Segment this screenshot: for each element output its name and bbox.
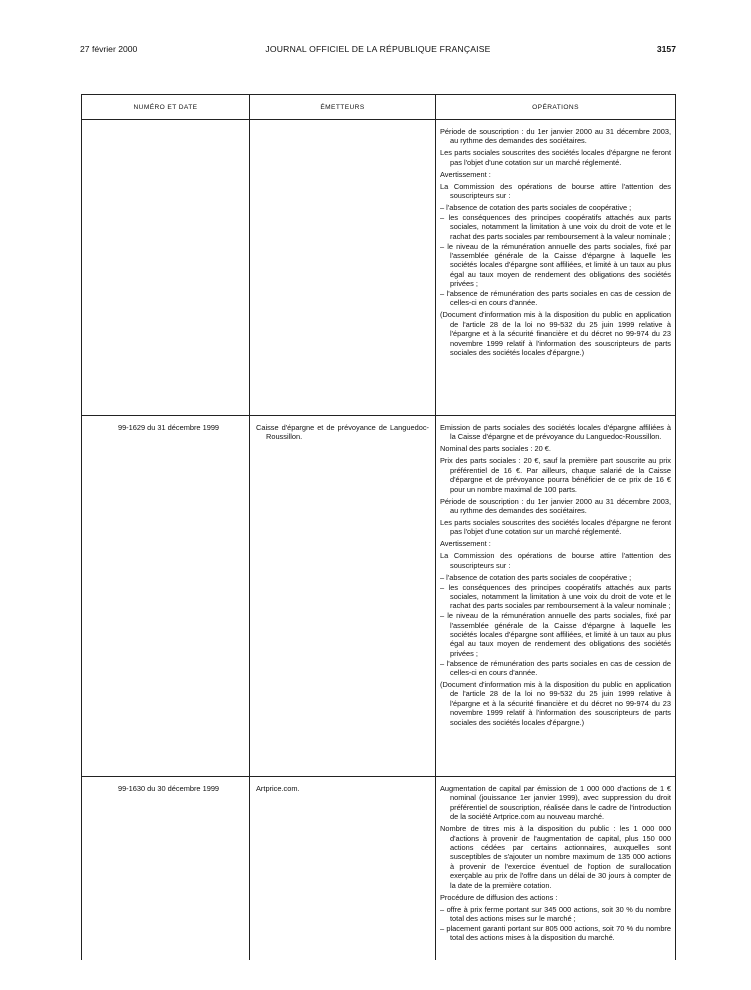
operation-bullet-list	[440, 203, 671, 308]
operation-paragraph: (Document d'information mis à la disposition du public en application de l'article 28 de la loi no 99-532 du 25 juin 1999 relative à l'épargne et à la sécurité financière et du décret no 99-974 du 23 novembre 1999 relatif à l'information des souscripteurs de parts sociales des sociétés locales d'épargne.)	[440, 310, 671, 358]
cell-emetteur	[250, 416, 436, 777]
list-item	[440, 573, 671, 582]
list-item	[440, 924, 671, 943]
operation-paragraph: Période de souscription : du 1er janvier 2000 au 31 décembre 2003, au rythme des demandes des sociétaires.	[440, 496, 671, 516]
list-item-text: le niveau de la rémunération annuelle des parts sociales, fixé par l'assemblée générale de la Caisse d'épargne à laquelle les sociétés locales d'épargne sont affiliées, et limité à un taux au plus égal au taux moyen de rendement des obligations des sociétés privées ;	[447, 611, 671, 658]
operations-table	[81, 94, 676, 960]
cell-operations	[436, 777, 676, 961]
page-number: 3157	[656, 44, 676, 54]
operation-paragraph: Période de souscription : du 1er janvier 2000 au 31 décembre 2003, au rythme des demandes des sociétaires.	[440, 127, 671, 146]
operation-bullet-list	[440, 905, 671, 943]
operation-paragraph: Avertissement :	[440, 169, 491, 179]
list-item	[440, 242, 671, 289]
cell-operations	[436, 120, 676, 416]
table-header-row	[82, 95, 676, 120]
table-row	[82, 120, 676, 416]
cell-emetteur	[250, 777, 436, 961]
operation-paragraph: La Commission des opérations de bourse attire l'attention des souscripteurs sur :	[440, 181, 671, 201]
table-row	[82, 777, 676, 961]
list-item-text: les conséquences des principes coopératifs attachés aux parts sociales, notamment la limitation à une voix du droit de vote et le rachat des parts sociales par remboursement à la valeur nominale ;	[448, 213, 671, 241]
operation-paragraph: La Commission des opérations de bourse attire l'attention des souscripteurs sur :	[440, 551, 671, 570]
journal-title: JOURNAL OFFICIEL DE LA RÉPUBLIQUE FRANÇAISE	[265, 44, 491, 54]
operation-paragraph: Nombre de titres mis à la disposition du public : les 1 000 000 d'actions à provenir de l'augmentation de capital, plus 150 000 actions cédées par certains actionnaires, auxquelles sont susceptibles de s'ajouter un nombre maximum de 135 000 actions à provenir de l'exercice éventuel de l'option de surallocation exerçable au prix de l'offre dans un délai de 30 jours à compter de la date de la première cotation.	[440, 824, 671, 890]
cell-numero-date	[82, 120, 250, 416]
page-header	[80, 44, 676, 58]
operation-paragraph: Nominal des parts sociales : 20 €.	[440, 444, 551, 454]
list-item	[440, 289, 671, 308]
list-item	[440, 213, 671, 241]
list-item-text: placement garanti portant sur 805 000 actions, soit 70 % du nombre total des actions mises à la disposition du marché.	[446, 923, 672, 943]
operation-paragraph: Emission de parts sociales des sociétés locales d'épargne affiliées à la Caisse d'épargne et de prévoyance du Languedoc-Roussillon.	[440, 423, 671, 442]
emetteur-text: Artprice.com.	[256, 784, 300, 793]
operation-paragraph: Augmentation de capital par émission de 1 000 000 d'actions de 1 € nominal (jouissance 1er janvier 1999), avec suppression du droit préférentiel de souscription, réalisée dans le cadre de l'introduction de la société Artprice.com au nouveau marché.	[440, 784, 671, 822]
operation-paragraph: Procédure de diffusion des actions :	[440, 892, 558, 902]
issue-date: 27 février 2000	[80, 44, 138, 54]
list-item-text: l'absence de rémunération des parts sociales en cas de cession de celles-ci en cours d'année.	[446, 658, 671, 678]
header-operations: OPÉRATIONS	[436, 95, 676, 120]
emetteur-text: Caisse d'épargne et de prévoyance de Languedoc-Roussillon.	[256, 423, 429, 442]
operation-paragraph: Les parts sociales souscrites des sociétés locales d'épargne ne feront pas l'objet d'une cotation sur un marché réglementé.	[440, 518, 671, 537]
operation-paragraph: Prix des parts sociales : 20 €, sauf la première part souscrite au prix préférentiel de 16 €. Par ailleurs, chaque salarié de la Caisse d'épargne et de prévoyance pourra bénéficier de ce prix de 16 € pour un nombre maximal de 100 parts.	[440, 456, 671, 494]
header-numero-date: NUMÉRO ET DATE	[82, 95, 250, 120]
cell-operations	[436, 416, 676, 777]
operation-paragraph: Avertissement :	[440, 539, 491, 549]
list-item	[440, 659, 671, 678]
list-item-text: l'absence de cotation des parts sociales de coopérative ;	[446, 572, 632, 582]
list-item	[440, 905, 671, 924]
header-emetteurs: ÉMETTEURS	[250, 95, 436, 120]
operation-paragraph: Les parts sociales souscrites des sociétés locales d'épargne ne feront pas l'objet d'une cotation sur un marché réglementé.	[440, 148, 671, 167]
cell-numero-date: 99-1630 du 30 décembre 1999	[82, 777, 250, 961]
list-item	[440, 611, 671, 658]
operation-bullet-list	[440, 573, 671, 678]
list-item	[440, 583, 671, 611]
operation-paragraph: (Document d'information mis à la disposition du public en application de l'article 28 de la loi no 99-532 du 25 juin 1999 relative à l'épargne et à la sécurité financière et du décret no 99-974 du 23 novembre 1999 relatif à l'information des souscripteurs de parts sociales des sociétés locales d'épargne.)	[440, 680, 671, 727]
list-item-text: offre à prix ferme portant sur 345 000 actions, soit 30 % du nombre total des actions mises sur le marché ;	[446, 904, 671, 924]
list-item-text: l'absence de rémunération des parts sociales en cas de cession de celles-ci en cours d'année.	[446, 289, 671, 308]
list-item-text: le niveau de la rémunération annuelle des parts sociales, fixé par l'assemblée générale de la Caisse d'épargne à laquelle les sociétés locales d'épargne sont affiliées, et limité à un taux au plus égal au taux moyen de rendement des obligations des sociétés privées ;	[447, 241, 671, 289]
list-item	[440, 203, 671, 212]
cell-numero-date: 99-1629 du 31 décembre 1999	[82, 416, 250, 777]
cell-emetteur	[250, 120, 436, 416]
list-item-text: l'absence de cotation des parts sociales de coopérative ;	[446, 203, 632, 213]
list-item-text: les conséquences des principes coopératifs attachés aux parts sociales, notamment la limitation à une voix du droit de vote et le rachat des parts sociales par remboursement à la valeur nominale ;	[448, 582, 671, 611]
table-row	[82, 416, 676, 777]
